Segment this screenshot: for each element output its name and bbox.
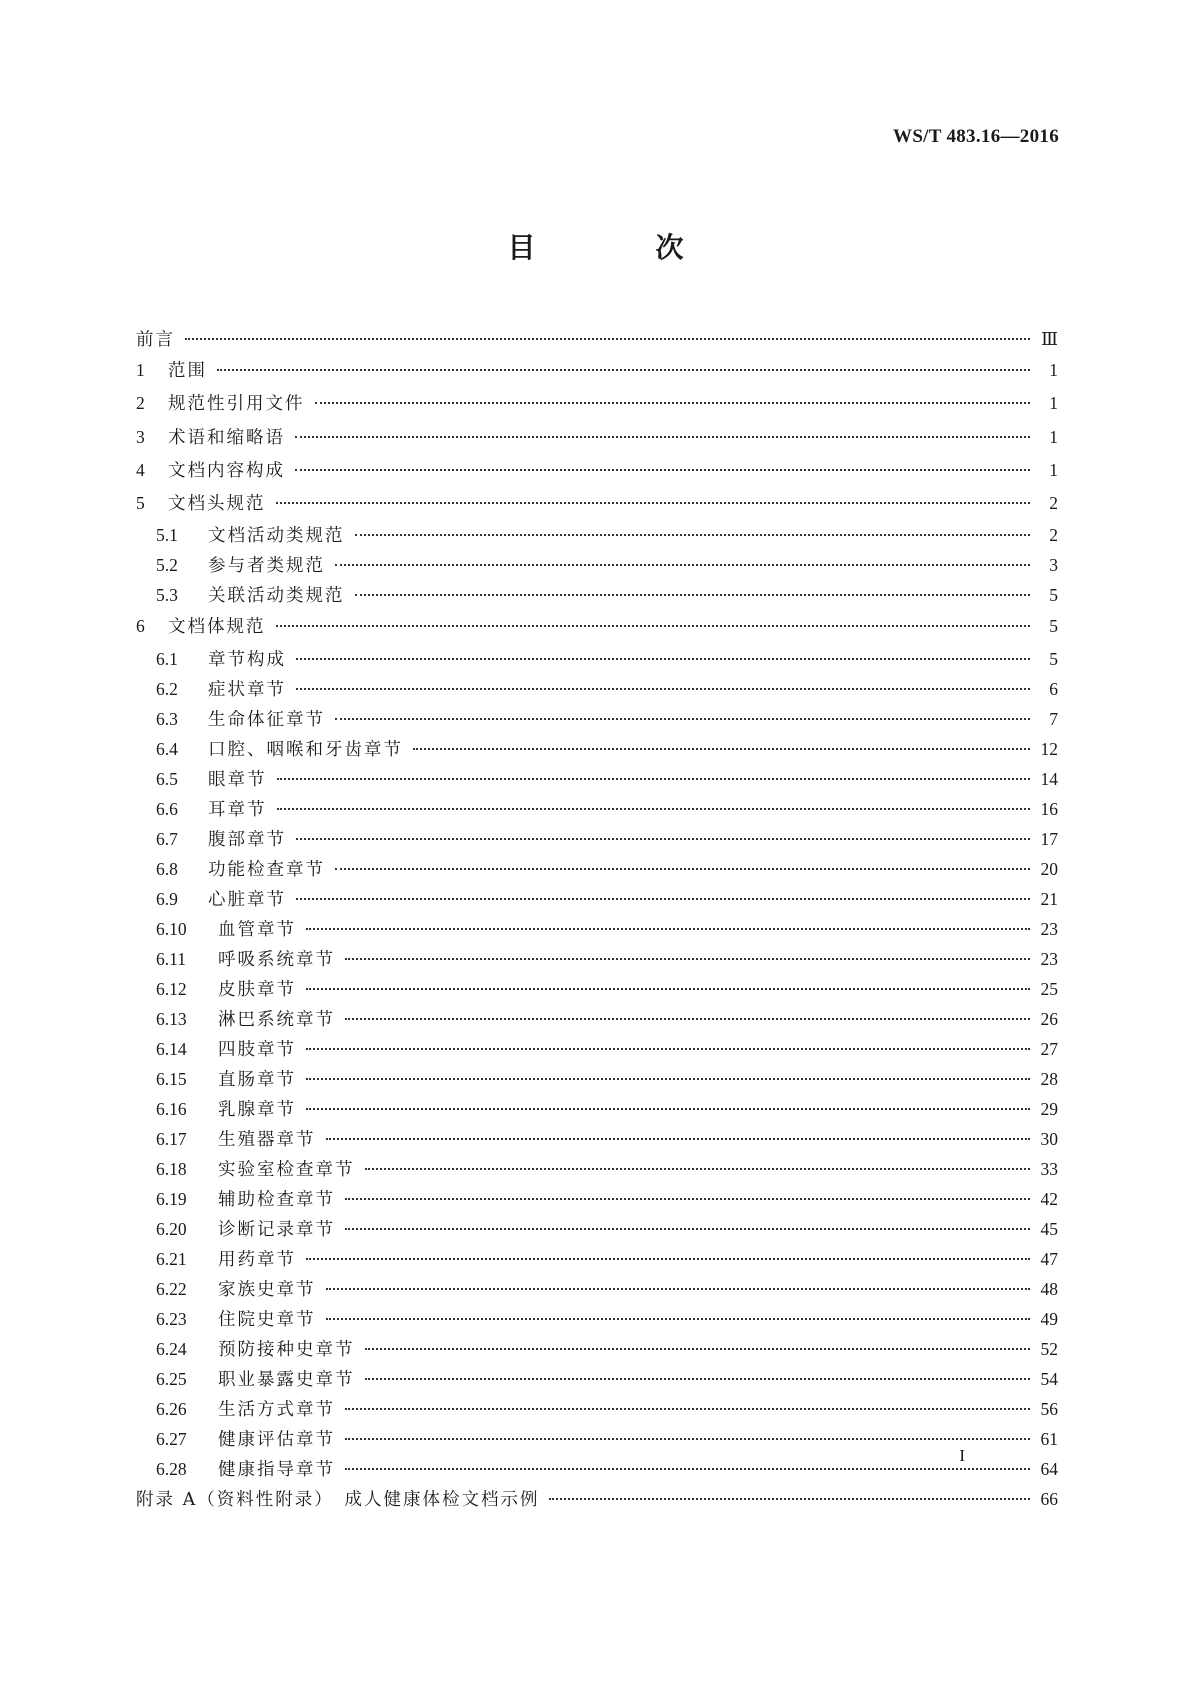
toc-entry[interactable]	[136, 884, 1058, 914]
toc-entry[interactable]	[136, 704, 1058, 734]
toc-entry-page: 29	[1040, 1098, 1058, 1119]
toc-entry[interactable]	[136, 644, 1058, 674]
toc-entry-number: 6.25	[156, 1368, 187, 1389]
toc-entry-page: 17	[1040, 828, 1058, 849]
toc-dot-leader	[355, 594, 1031, 596]
toc-entry-page: 47	[1040, 1248, 1058, 1269]
toc-dot-leader	[335, 564, 1030, 566]
toc-entry-number: 5.1	[156, 525, 178, 546]
toc-entry-page: 1	[1049, 360, 1058, 380]
toc-dot-leader	[306, 928, 1030, 930]
toc-dot-leader	[185, 338, 1030, 340]
toc-entry-title: 实验室检查章节	[218, 1159, 355, 1180]
toc-entry-page: 23	[1040, 918, 1058, 939]
toc-entry-page: 56	[1040, 1398, 1058, 1419]
toc-entry-title: 职业暴露史章节	[218, 1369, 355, 1390]
toc-entry-number: 6.9	[156, 888, 178, 909]
toc-entry-page: 5	[1049, 585, 1058, 606]
toc-dot-leader	[345, 958, 1030, 960]
toc-entry-title: 淋巴系统章节	[218, 1009, 335, 1030]
toc-entry-title: 预防接种史章节	[218, 1339, 355, 1360]
toc-entry-number: 6.11	[156, 948, 186, 969]
toc-dot-leader	[365, 1378, 1031, 1380]
toc-dot-leader	[345, 1018, 1030, 1020]
toc-dot-leader	[345, 1438, 1030, 1440]
toc-entry[interactable]	[136, 1454, 1058, 1484]
toc-dot-leader	[335, 718, 1030, 720]
toc-entry-title: 文档活动类规范	[208, 526, 345, 547]
toc-entry[interactable]	[136, 1064, 1058, 1094]
toc-entry[interactable]	[136, 824, 1058, 854]
toc-entry-title: 乳腺章节	[218, 1099, 296, 1120]
toc-entry-page: 1	[1049, 459, 1058, 480]
toc-entry[interactable]	[136, 944, 1058, 974]
toc-entry-page: 1	[1049, 426, 1058, 447]
toc-entry-page: 42	[1040, 1188, 1058, 1209]
toc-entry[interactable]	[136, 1364, 1058, 1394]
toc-entry-number: 6.21	[156, 1248, 187, 1269]
toc-entry-page: 14	[1040, 768, 1058, 789]
toc-entry-page: 5	[1049, 616, 1058, 637]
toc-entry-page: 23	[1040, 948, 1058, 969]
toc-entry[interactable]	[136, 1424, 1058, 1454]
toc-entry-number: 6.3	[156, 708, 178, 729]
toc-entry[interactable]	[136, 550, 1058, 580]
toc-entry[interactable]	[136, 764, 1058, 794]
toc-entry-number: 6.22	[156, 1278, 187, 1299]
toc-entry-number: 6.5	[156, 768, 178, 789]
toc-entry-page: Ⅲ	[1041, 329, 1058, 349]
toc-entry-number: 3	[136, 426, 145, 447]
toc-entry-title: 生殖器章节	[218, 1129, 316, 1150]
toc-entry-title: 口腔、咽喉和牙齿章节	[208, 739, 403, 760]
toc-dot-leader	[295, 469, 1030, 471]
toc-dot-leader	[296, 898, 1030, 900]
toc-entry-title: 范围	[168, 361, 207, 381]
toc-entry-page: 48	[1040, 1278, 1058, 1299]
toc-entry-title: 文档内容构成	[168, 460, 285, 481]
toc-entry-page: 5	[1049, 648, 1058, 669]
toc-entry-title: 文档头规范	[168, 494, 266, 515]
toc-entry-title: 眼章节	[208, 769, 267, 790]
toc-entry[interactable]	[136, 1034, 1058, 1064]
toc-entry[interactable]	[136, 1154, 1058, 1184]
toc-dot-leader	[276, 502, 1031, 504]
toc-dot-leader	[306, 988, 1030, 990]
toc-entry[interactable]	[136, 1244, 1058, 1274]
toc-entry[interactable]	[136, 1304, 1058, 1334]
toc-entry[interactable]	[136, 914, 1058, 944]
toc-entry-page: 26	[1040, 1008, 1058, 1029]
toc-entry[interactable]	[136, 1334, 1058, 1364]
toc-entry-page: 27	[1040, 1038, 1058, 1059]
toc-entry-title: 诊断记录章节	[218, 1219, 335, 1240]
toc-dot-leader	[306, 1258, 1030, 1260]
toc-entry-page: 7	[1049, 708, 1058, 729]
toc-entry[interactable]	[136, 1124, 1058, 1154]
toc-entry-number: 6.28	[156, 1458, 187, 1479]
toc-entry[interactable]	[136, 354, 1058, 387]
toc-entry-page: 20	[1040, 858, 1058, 879]
toc-entry[interactable]	[136, 794, 1058, 824]
toc-dot-leader	[296, 688, 1030, 690]
toc-entry[interactable]	[136, 674, 1058, 704]
toc-entry-title: 呼吸系统章节	[218, 949, 335, 970]
toc-dot-leader	[306, 1048, 1030, 1050]
document-code: WS/T 483.16—2016	[893, 126, 1059, 147]
toc-entry-number: 6.2	[156, 678, 178, 699]
toc-entry[interactable]	[136, 421, 1058, 454]
toc-entry-number: 6.12	[156, 978, 187, 999]
toc-entry-number: 5	[136, 493, 145, 514]
toc-dot-leader	[326, 1318, 1031, 1320]
toc-entry-number: 6.4	[156, 738, 178, 759]
toc-entry-page: 49	[1040, 1308, 1058, 1329]
toc-entry[interactable]	[136, 454, 1058, 487]
toc-entry-title: 功能检查章节	[208, 859, 325, 880]
toc-entry-number: 6.18	[156, 1158, 187, 1179]
toc-entry-title: 血管章节	[218, 919, 296, 940]
toc-entry-title: 健康指导章节	[218, 1459, 335, 1480]
toc-entry-page: 6	[1049, 678, 1058, 699]
toc-entry-title: 用药章节	[218, 1249, 296, 1270]
toc-entry-number: 6.15	[156, 1068, 187, 1089]
toc-entry[interactable]	[136, 520, 1058, 550]
toc-entry-title: 附录 A（资料性附录） 成人健康体检文档示例	[136, 1489, 540, 1510]
toc-entry-title: 家族史章节	[218, 1279, 316, 1300]
toc-entry-title: 参与者类规范	[208, 556, 325, 577]
toc-entry-number: 6.13	[156, 1008, 187, 1029]
toc-entry[interactable]	[136, 854, 1058, 884]
toc-entry-title: 皮肤章节	[218, 979, 296, 1000]
toc-entry-page: 1	[1049, 393, 1058, 414]
toc-entry-page: 12	[1040, 738, 1058, 759]
toc-entry-title: 健康评估章节	[218, 1429, 335, 1450]
toc-entry-title: 四肢章节	[218, 1039, 296, 1060]
toc-entry[interactable]	[136, 1274, 1058, 1304]
toc-entry[interactable]	[136, 1484, 1058, 1514]
toc-entry[interactable]	[136, 1184, 1058, 1214]
toc-dot-leader	[345, 1228, 1030, 1230]
toc-entry-number: 6.10	[156, 918, 187, 939]
toc-entry-number: 6.27	[156, 1428, 187, 1449]
toc-entry-page: 28	[1040, 1068, 1058, 1089]
toc-dot-leader	[345, 1198, 1030, 1200]
toc-entry-number: 6	[136, 616, 145, 637]
toc-dot-leader	[296, 658, 1030, 660]
toc-dot-leader	[345, 1408, 1030, 1410]
table-of-contents	[136, 324, 1058, 1514]
toc-entry-number: 6.6	[156, 798, 178, 819]
toc-dot-leader	[295, 436, 1030, 438]
toc-entry[interactable]	[136, 974, 1058, 1004]
toc-entry-page: 25	[1040, 978, 1058, 999]
toc-entry-number: 5.2	[156, 555, 178, 576]
toc-entry-number: 1	[136, 360, 145, 380]
toc-entry-title: 术语和缩略语	[168, 427, 285, 448]
toc-entry-title: 关联活动类规范	[208, 586, 345, 607]
toc-entry-title: 章节构成	[208, 649, 286, 670]
toc-entry[interactable]	[136, 610, 1058, 643]
toc-entry-page: 2	[1049, 493, 1058, 514]
toc-entry-page: 33	[1040, 1158, 1058, 1179]
toc-entry-number: 6.20	[156, 1218, 187, 1239]
toc-dot-leader	[277, 778, 1031, 780]
toc-dot-leader	[335, 868, 1030, 870]
toc-dot-leader	[345, 1468, 1030, 1470]
toc-entry-title: 规范性引用文件	[168, 394, 305, 415]
toc-dot-leader	[549, 1498, 1030, 1500]
page-title: 目 次	[507, 231, 730, 264]
toc-entry[interactable]	[136, 734, 1058, 764]
toc-entry-number: 5.3	[156, 585, 178, 606]
toc-entry-title: 辅助检查章节	[218, 1189, 335, 1210]
toc-dot-leader	[326, 1138, 1031, 1140]
toc-entry[interactable]	[136, 1004, 1058, 1034]
toc-entry[interactable]	[136, 324, 1058, 354]
toc-entry-title: 前言	[136, 330, 175, 350]
toc-entry-number: 4	[136, 459, 145, 480]
toc-entry[interactable]	[136, 1214, 1058, 1244]
toc-entry-page: 30	[1040, 1128, 1058, 1149]
toc-entry[interactable]	[136, 1394, 1058, 1424]
toc-entry-page: 45	[1040, 1218, 1058, 1239]
toc-dot-leader	[306, 1108, 1030, 1110]
toc-entry-number: 6.14	[156, 1038, 187, 1059]
toc-entry-number: 6.17	[156, 1128, 187, 1149]
toc-entry-number: 6.7	[156, 828, 178, 849]
toc-entry-number: 2	[136, 393, 145, 414]
toc-dot-leader	[413, 748, 1030, 750]
toc-entry-title: 腹部章节	[208, 829, 286, 850]
toc-entry-title: 直肠章节	[218, 1069, 296, 1090]
toc-dot-leader	[296, 838, 1030, 840]
toc-entry[interactable]	[136, 580, 1058, 610]
toc-entry[interactable]	[136, 487, 1058, 520]
toc-entry-title: 耳章节	[208, 799, 267, 820]
toc-entry-number: 6.8	[156, 858, 178, 879]
toc-entry-page: 2	[1049, 525, 1058, 546]
toc-entry[interactable]	[136, 1094, 1058, 1124]
toc-entry-page: 52	[1040, 1338, 1058, 1359]
toc-entry-title: 住院史章节	[218, 1309, 316, 1330]
page-number: I	[959, 1446, 965, 1465]
toc-entry-number: 6.23	[156, 1308, 187, 1329]
toc-entry-page: 66	[1040, 1488, 1058, 1509]
toc-entry-number: 6.24	[156, 1338, 187, 1359]
toc-entry-number: 6.16	[156, 1098, 187, 1119]
toc-entry-title: 心脏章节	[208, 889, 286, 910]
toc-entry-title: 生命体征章节	[208, 709, 325, 730]
toc-dot-leader	[306, 1078, 1030, 1080]
toc-dot-leader	[355, 534, 1031, 536]
toc-entry-number: 6.26	[156, 1398, 187, 1419]
toc-entry-title: 症状章节	[208, 679, 286, 700]
toc-dot-leader	[277, 808, 1031, 810]
toc-entry-page: 64	[1040, 1458, 1058, 1479]
toc-entry-number: 6.1	[156, 648, 178, 669]
toc-dot-leader	[365, 1168, 1031, 1170]
toc-entry-page: 16	[1040, 798, 1058, 819]
toc-dot-leader	[276, 625, 1031, 627]
toc-entry-title: 生活方式章节	[218, 1399, 335, 1420]
toc-entry[interactable]	[136, 387, 1058, 420]
toc-entry-page: 21	[1040, 888, 1058, 909]
toc-dot-leader	[217, 369, 1030, 371]
toc-entry-page: 61	[1040, 1428, 1058, 1449]
toc-entry-number: 6.19	[156, 1188, 187, 1209]
toc-entry-page: 3	[1049, 555, 1058, 576]
toc-dot-leader	[365, 1348, 1031, 1350]
toc-entry-page: 54	[1040, 1368, 1058, 1389]
toc-entry-title: 文档体规范	[168, 617, 266, 638]
toc-dot-leader	[315, 402, 1031, 404]
toc-dot-leader	[326, 1288, 1031, 1290]
